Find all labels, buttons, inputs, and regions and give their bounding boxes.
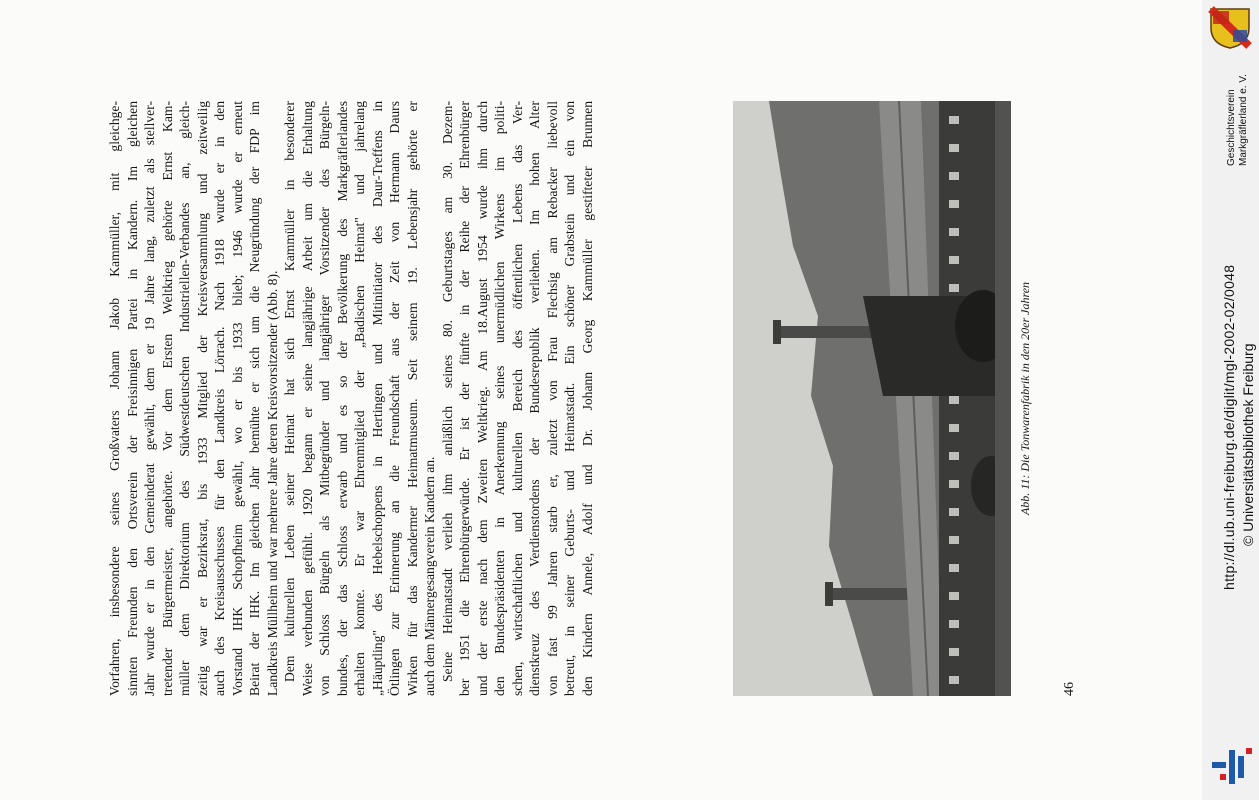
text-line: schen, wirtschaftlichen und kulturellen Bereich des öffentlichen Lebens das Ver- bbox=[509, 101, 525, 696]
text-line: ber 1951 die Ehrenbürgerwürde. Er ist der fünfte in der Reihe der Ehrenbürger bbox=[457, 101, 473, 696]
text-line: auch dem Männergesangverein Kandern an. bbox=[422, 456, 438, 696]
text-line: zeitig war er Bezirksrat, bis 1933 Mitglied der Kreisversammlung und zeitweilig bbox=[194, 101, 210, 696]
text-line: „Häuptling" des Hebelschoppens in Hertingen und Mitinitiator des Daur-Treffens in bbox=[369, 101, 385, 696]
photo-window-row bbox=[949, 116, 959, 684]
text-line: Ötlingen zur Erinnerung an die Freundschaft aus der Zeit von Hermann Daurs bbox=[387, 101, 403, 696]
page-number: 46 bbox=[1062, 682, 1077, 696]
text-line: Vorstand IHK Schopfheim gewählt, wo er bis 1933 blieb; 1946 wurde er erneut bbox=[229, 101, 245, 696]
text-line: und der erste nach dem Zweiten Weltkrieg. Am 18.August 1954 wurde ihm durch bbox=[474, 101, 490, 696]
copyright-text: © Universitätsbibliothek Freiburg bbox=[1240, 343, 1256, 546]
photo-yard bbox=[995, 101, 1011, 696]
text-line: von fast 99 Jahren starb er, zuletzt von Frau Flechsig am Rebacker liebevoll bbox=[544, 101, 560, 696]
text-line: Beirat der IHK. Im gleichen Jahr bemühte er sich um die Neugründung der FDP im bbox=[247, 101, 263, 696]
body-text bbox=[106, 101, 596, 696]
ub-freiburg-logo-icon bbox=[1210, 746, 1254, 786]
text-line: Jahr wurde er in den Gemeinderat gewählt, dem er 19 Jahre lang, zuletzt als stellver- bbox=[142, 101, 158, 696]
text-line: erhalten konnte. Er war Ehrenmitglied der „Badischen Heimat" und jahrelang bbox=[352, 101, 368, 696]
photo-chimney-right-cap bbox=[773, 320, 781, 344]
document-url-link[interactable]: http://dl.ub.uni-freiburg.de/diglit/mgl-2002-02/0048 bbox=[1221, 264, 1237, 590]
text-line: betreut, in seiner Geburts- und Heimatstadt. Ein schöner Grabstein und ein von bbox=[562, 101, 578, 696]
text-line: bundes, der das Schloss erwarb und es so der Bevölkerung des Markgräflerlandes bbox=[334, 101, 350, 696]
text-line: den Kindern Annele, Adolf und Dr. Johann Georg Kammüller gestifteter Brunnen bbox=[579, 101, 595, 696]
text-line: Vorfahren, insbesondere seines Großvaters Johann Jakob Kammüller, mit gleichge- bbox=[107, 101, 122, 696]
text-line: Landkreis Müllheim und war mehrere Jahre deren Kreisvorsitzender (Abb. 8). bbox=[264, 270, 280, 696]
text-line: Seine Heimatstadt verlieh ihm anläßlich seines 80. Geburtstages am 30. Dezem- bbox=[439, 101, 455, 682]
factory-photo-illustration bbox=[733, 101, 1011, 696]
text-line: tretender Bürgermeister, angehörte. Vor dem Ersten Weltkrieg gehörte Ernst Kam- bbox=[159, 101, 175, 696]
figure-caption: Abb. 11: Die Tonwarenfabrik in den 20er Jahren bbox=[1018, 281, 1032, 516]
text-line: müller dem Direktorium des Südwestdeutschen Industriellen-Verbandes an, gleich- bbox=[177, 101, 193, 696]
text-line: Wirken für das Kandermer Heimatmuseum. Seit seinem 19. Lebensjahr gehörte er bbox=[404, 101, 420, 696]
text-line: den Bundespräsidenten in Anerkennung seines unermüdlichen Wirkens im politi- bbox=[492, 101, 508, 696]
text-line: dienstkreuz des Verdienstordens der Bundesrepublik verliehen. Im hohen Alter bbox=[527, 101, 543, 696]
society-name-line-2: Markgräflerland e. V. bbox=[1238, 74, 1249, 166]
figure-photograph bbox=[733, 101, 1011, 696]
text-line: Weise verbunden gefühlt. 1920 begann er seine langjährige Arbeit um die Erhaltung bbox=[299, 101, 315, 696]
text-line: Dem kulturellen Leben seiner Heimat hat sich Ernst Kammüller in besonderer bbox=[282, 101, 298, 682]
text-line: sinnten Freunden den Ortsverein der Freisinnigen Partei in Kandern. Im gleichen bbox=[124, 101, 140, 696]
text-line: auch des Kreisausschusses für den Landkreis Lörrach. Nach 1918 wurde er in den bbox=[212, 101, 228, 696]
photo-chimney-left-cap bbox=[825, 582, 833, 606]
text-line: von Schloss Bürgeln als Mitbegründer und langjähriger Vorsitzender des Bürgeln- bbox=[317, 101, 333, 696]
society-crest-logo bbox=[1207, 6, 1253, 50]
society-name-line-1: Geschichtsverein bbox=[1226, 89, 1237, 166]
